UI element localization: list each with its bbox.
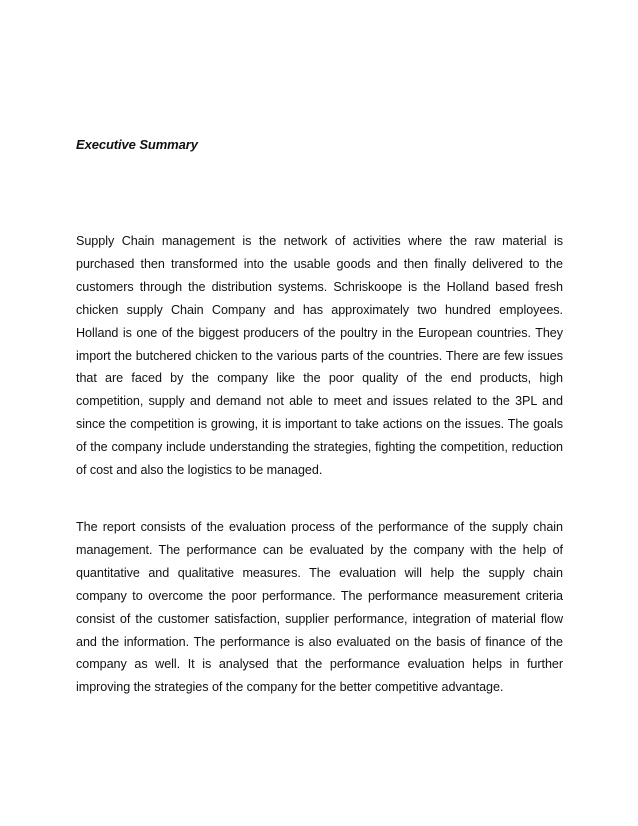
summary-paragraph-2: The report consists of the evaluation process of the performance of the supply chain management. The performance can be evaluated by the company with the help of quantitative and qualitative measures. The evaluation will help the supply chain company to overcome the poor performance. The performance measurement criteria consist of the customer satisfaction, supplier performance, integration of material flow and the information. The performance is also evaluated on the basis of finance of the company as well. It is analysed that the performance evaluation helps in further improving the strategies of the company for the better competitive advantage.: [76, 520, 563, 695]
summary-paragraph-1: Supply Chain management is the network of activities where the raw material is purchased then transformed into the usable goods and then finally delivered to the customers through the distribution systems. Schriskoope is the Holland based fresh chicken supply Chain Company and has approximately two hundred employees. Holland is one of the biggest producers of the poultry in the European countries. They import the butchered chicken to the various parts of the countries. There are few issues that are faced by the company like the poor quality of the end products, high competition, supply and demand not able to meet and issues related to the 3PL and since the competition is growing, it is important to take actions on the issues. The goals of the company include understanding the strategies, fighting the competition, reduction of cost and also the logistics to be managed.: [76, 234, 563, 478]
section-heading: Executive Summary: [76, 137, 198, 152]
